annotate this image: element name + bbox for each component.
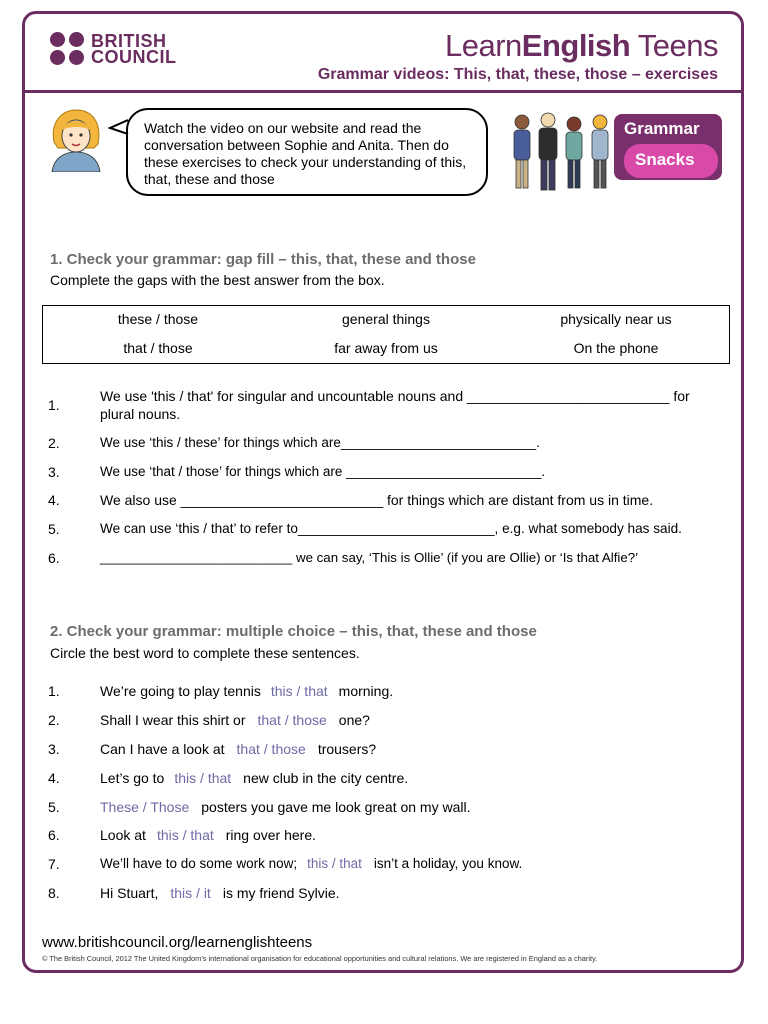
item-text[interactable]: __________________________ we can say, ‘This is Ollie’ (if you are Ollie) or ‘Is that Alfie?’ bbox=[100, 550, 639, 565]
sophie-avatar-icon bbox=[48, 108, 104, 172]
choice-options[interactable]: this / that bbox=[270, 683, 328, 699]
sentence-start: Hi Stuart, bbox=[100, 885, 159, 901]
sentence-start: We’ll have to do some work now; bbox=[100, 856, 298, 871]
sentence-start: Shall I wear this shirt or bbox=[100, 712, 246, 728]
sentence-end: posters you gave me look great on my wall. bbox=[201, 799, 471, 815]
answer-option: far away from us bbox=[334, 340, 438, 356]
sentence-end: is my friend Sylvie. bbox=[222, 885, 340, 901]
item-number: 3. bbox=[48, 464, 60, 480]
item-text[interactable]: We can use ‘this / that’ to refer to__________________________, e.g. what somebody has said. bbox=[100, 521, 682, 536]
item-text[interactable]: We use ‘this / these’ for things which are__________________________. bbox=[100, 435, 540, 450]
choice-options[interactable]: this / it bbox=[170, 885, 211, 901]
item-number: 6. bbox=[48, 550, 60, 566]
answer-option: these / those bbox=[117, 311, 199, 327]
item-text[interactable]: We use 'this / that' for singular and uncountable nouns and __________________________ for bbox=[100, 388, 690, 404]
section1-title: 1. Check your grammar: gap fill – this, that, these and those bbox=[50, 251, 476, 268]
item-number: 4. bbox=[48, 492, 60, 508]
item-number: 7. bbox=[48, 856, 60, 872]
item-number: 4. bbox=[48, 770, 60, 786]
sentence-end: morning. bbox=[338, 683, 394, 699]
logo-dots-icon bbox=[50, 32, 85, 65]
item-text[interactable]: We also use __________________________ for things which are distant from us in time. bbox=[100, 492, 654, 508]
item-text[interactable]: We use ‘that / those’ for things which are __________________________. bbox=[100, 464, 546, 479]
choice-options[interactable]: this / that bbox=[307, 856, 362, 871]
british-council-logo bbox=[50, 32, 177, 65]
sentence-end: isn’t a holiday, you know. bbox=[373, 856, 523, 871]
answer-option: general things bbox=[342, 311, 430, 327]
learnenglish-teens-logo bbox=[445, 28, 718, 64]
item-text-continued: plural nouns. bbox=[100, 406, 181, 422]
badge-snacks-label: Snacks bbox=[635, 150, 695, 169]
brand-english: English bbox=[521, 28, 631, 63]
speech-bubble: Watch the video on our website and read the conversation between Sophie and Anita. Then do these exercises to check your understanding of this, that, these and those bbox=[126, 108, 488, 196]
teens-illustration-icon bbox=[508, 110, 618, 194]
badge-grammar-label: Grammar bbox=[624, 119, 700, 138]
sentence-start: Let’s go to bbox=[100, 770, 165, 786]
answer-option: that / those bbox=[123, 340, 193, 356]
answer-option: On the phone bbox=[573, 340, 659, 356]
footer-url[interactable]: www.britishcouncil.org/learnenglishteens bbox=[42, 934, 313, 951]
sentence-start: Can I have a look at bbox=[100, 741, 225, 757]
sentence-end: trousers? bbox=[317, 741, 377, 757]
item-number: 2. bbox=[48, 712, 60, 728]
footer-copyright: © The British Council, 2012 The United Kingdom’s international organisation for educational opportunities and cultural relations. We are registered in England as a charity. bbox=[42, 954, 598, 963]
choice-options[interactable]: that / those bbox=[236, 741, 306, 757]
section2-title: 2. Check your grammar: multiple choice – this, that, these and those bbox=[50, 623, 537, 640]
brand-learn: Learn bbox=[444, 28, 522, 63]
brand-teens: Teens bbox=[630, 28, 718, 63]
item-number: 5. bbox=[48, 521, 60, 537]
answer-option: physically near us bbox=[560, 311, 672, 327]
sentence-start: We’re going to play tennis bbox=[100, 683, 261, 699]
item-number: 2. bbox=[48, 435, 60, 451]
section2-instruction: Circle the best word to complete these sentences. bbox=[50, 645, 360, 661]
sentence-end: new club in the city centre. bbox=[243, 770, 409, 786]
item-number: 5. bbox=[48, 799, 60, 815]
item-number: 8. bbox=[48, 885, 60, 901]
header-divider bbox=[22, 90, 744, 93]
sentence-end: one? bbox=[338, 712, 370, 728]
logo-line1: BRITISH bbox=[91, 30, 167, 51]
logo-line2: COUNCIL bbox=[91, 46, 177, 67]
sentence-end: ring over here. bbox=[225, 827, 317, 843]
section1-instruction: Complete the gaps with the best answer from the box. bbox=[50, 272, 385, 288]
item-number: 1. bbox=[48, 397, 60, 413]
choice-options[interactable]: that / those bbox=[257, 712, 327, 728]
page-title: Grammar videos: This, that, these, those – exercises bbox=[317, 66, 718, 83]
choice-options[interactable]: These / Those bbox=[100, 799, 190, 815]
sentence-start: Look at bbox=[100, 827, 146, 843]
item-number: 1. bbox=[48, 683, 60, 699]
choice-options[interactable]: this / that bbox=[174, 770, 232, 786]
item-number: 6. bbox=[48, 827, 60, 843]
item-number: 3. bbox=[48, 741, 60, 757]
choice-options[interactable]: this / that bbox=[156, 827, 214, 843]
